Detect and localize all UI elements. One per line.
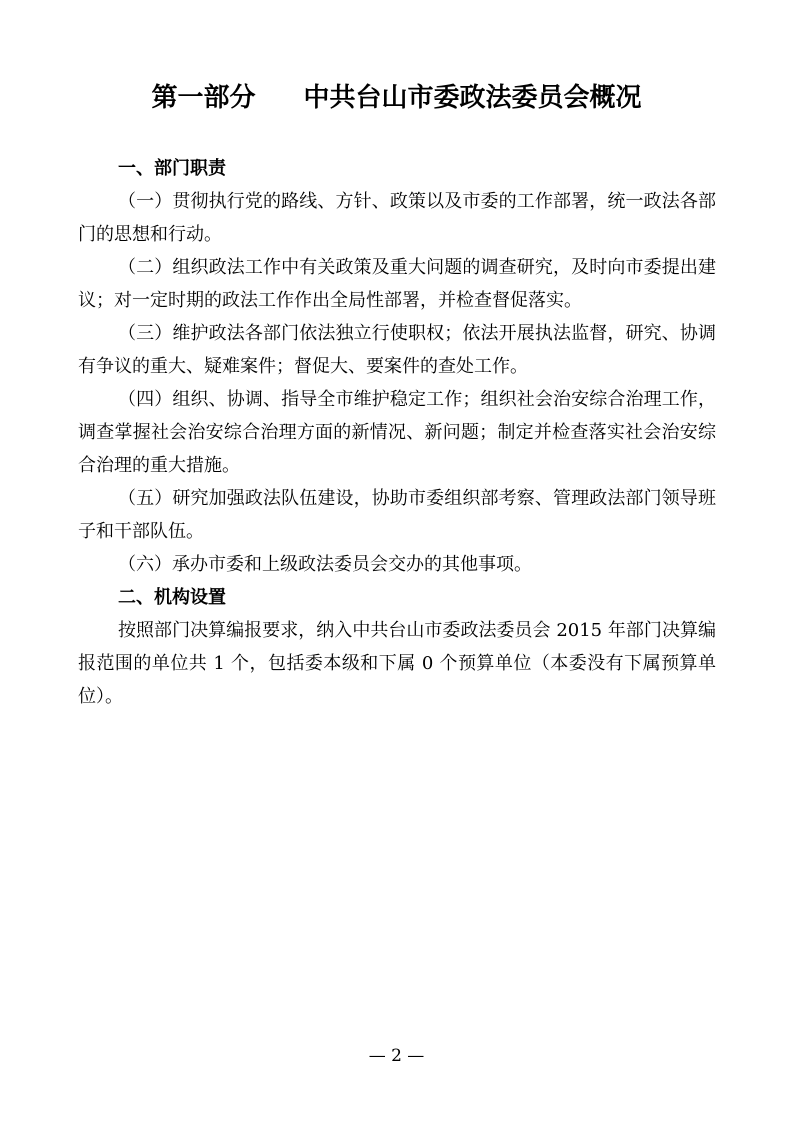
- title-part: 第一部分: [151, 83, 256, 113]
- section-heading-organization: 二、机构设置: [118, 587, 226, 608]
- section-heading-duties: 一、部门职责: [118, 158, 226, 179]
- duty-paragraph-1: （一）贯彻执行党的路线、方针、政策以及市委的工作部署，统一政法各部门的思想和行动。: [78, 191, 716, 245]
- page-title: [0, 80, 793, 116]
- duty-paragraph-5: （五）研究加强政法队伍建设，协助市委组织部考察、管理政法部门领导班子和干部队伍。: [78, 488, 716, 542]
- duty-paragraph-3: （三）维护政法各部门依法独立行使职权；依法开展执法监督，研究、协调有争议的重大、疑难案件；督促大、要案件的查处工作。: [78, 323, 716, 377]
- page-number: — 2 —: [368, 1046, 425, 1066]
- duty-paragraph-2: （二）组织政法工作中有关政策及重大问题的调查研究，及时向市委提出建议；对一定时期的政法工作作出全局性部署，并检查督促落实。: [78, 257, 716, 311]
- duty-paragraph-6: （六）承办市委和上级政法委员会交办的其他事项。: [118, 554, 532, 575]
- duty-paragraph-4: （四）组织、协调、指导全市维护稳定工作；组织社会治安综合治理工作，调查掌握社会治安综合治理方面的新情况、新问题；制定并检查落实社会治安综合治理的重大措施。: [78, 389, 716, 476]
- title-name: 中共台山市委政法委员会概况: [303, 83, 642, 113]
- organization-paragraph-1: 按照部门决算编报要求，纳入中共台山市委政法委员会 2015 年部门决算编报范围的单位共 1 个，包括委本级和下属 0 个预算单位（本委没有下属预算单位）。: [78, 620, 716, 707]
- section-organization: [78, 581, 716, 713]
- section-duties: [78, 152, 716, 581]
- document-body: [78, 152, 716, 713]
